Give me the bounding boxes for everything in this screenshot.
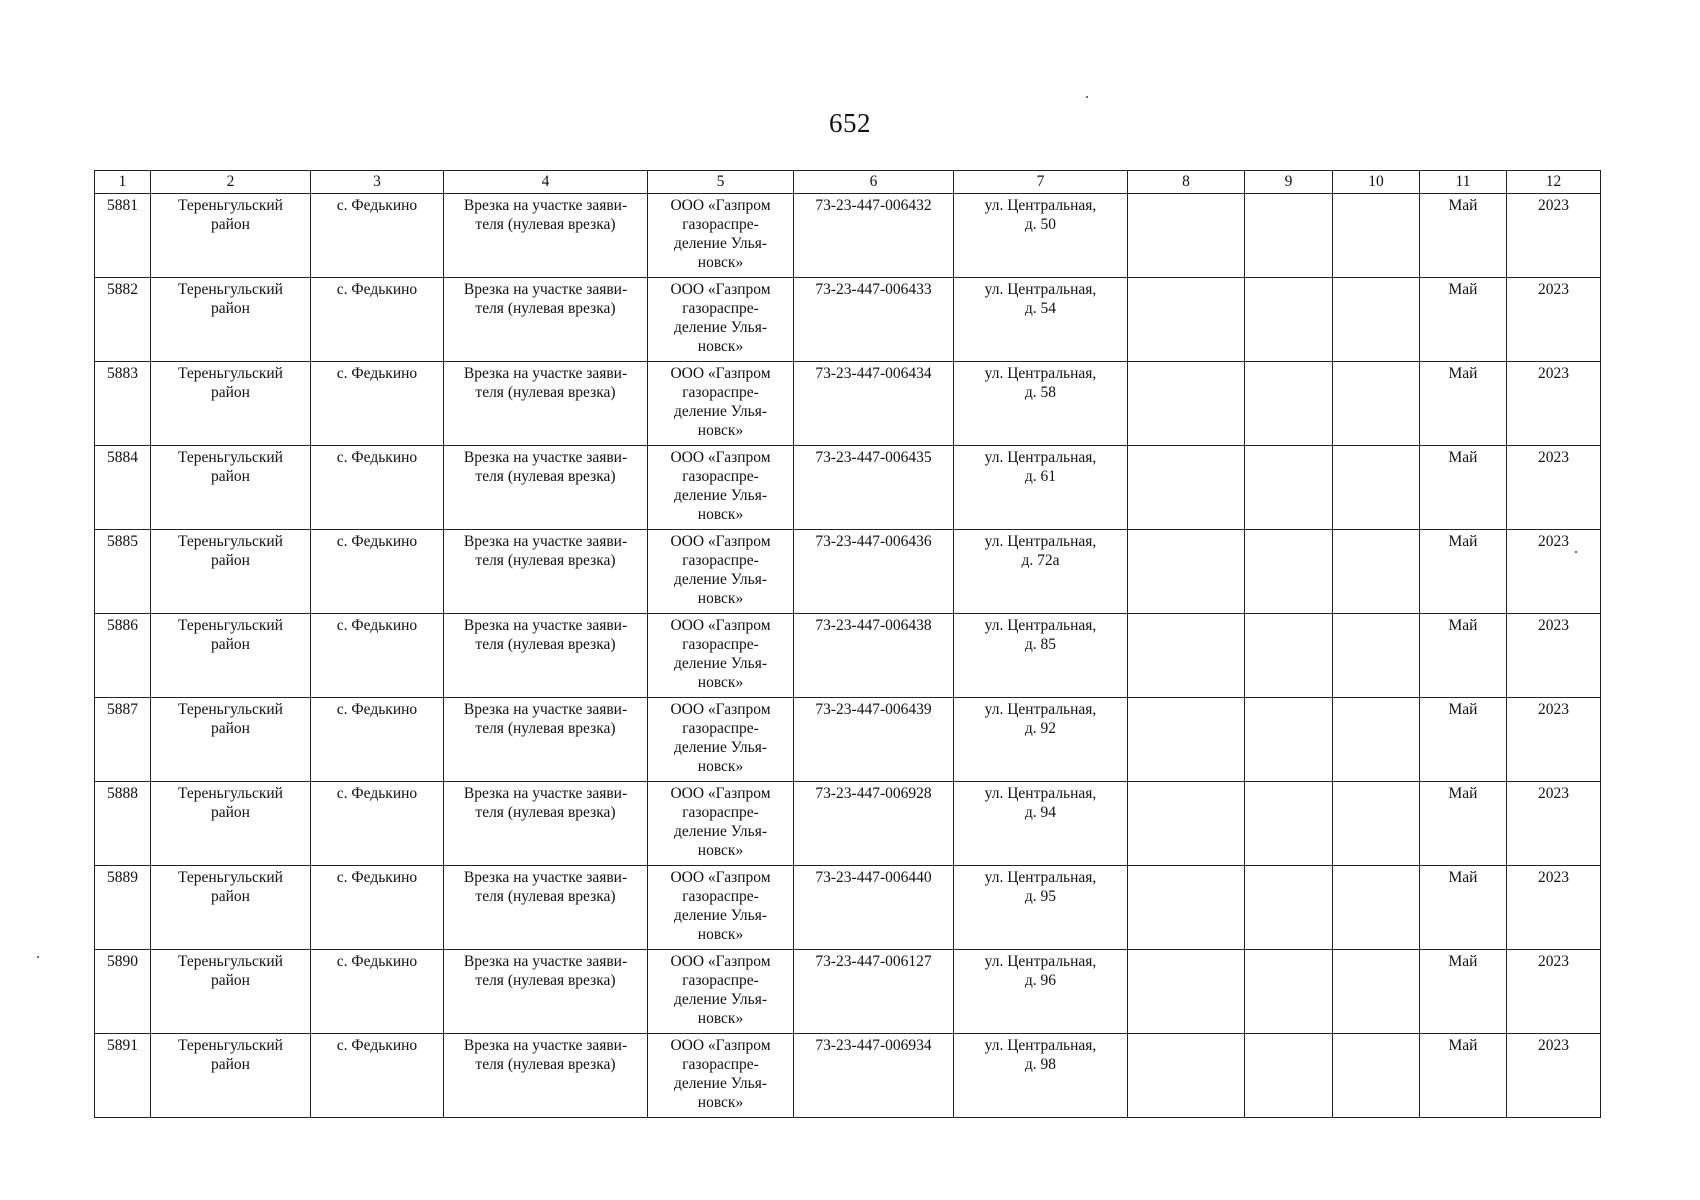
work-type-text: Врезка на участке заяви- теля (нулевая врезка): [463, 617, 628, 653]
column-header-12: 12: [1507, 171, 1601, 194]
cell-object-code: [794, 530, 954, 614]
cell-col-8: [1128, 614, 1245, 698]
table-row: [95, 362, 1601, 446]
operator-text: ООО «Газпром газораспре- деление Улья- новск»: [670, 281, 771, 355]
cell-year: [1507, 194, 1601, 278]
row-number-text: 5890: [107, 953, 138, 970]
cell-operator: [648, 866, 794, 950]
column-header-9: 9: [1245, 171, 1333, 194]
year-text: 2023: [1538, 953, 1569, 970]
operator-text: ООО «Газпром газораспре- деление Улья- новск»: [670, 869, 771, 943]
cell-month: [1420, 530, 1507, 614]
operator-text: ООО «Газпром газораспре- деление Улья- новск»: [670, 701, 771, 775]
cell-col-10: [1333, 950, 1420, 1034]
cell-col-9: [1245, 530, 1333, 614]
settlement-text: с. Федькино: [336, 281, 418, 298]
address-text: ул. Центральная, д. 72а: [984, 533, 1097, 569]
district-text: Тереньгульский район: [178, 365, 283, 401]
operator-text: ООО «Газпром газораспре- деление Улья- новск»: [670, 953, 771, 1027]
cell-settlement: [311, 698, 444, 782]
cell-row-number: [95, 614, 151, 698]
month-text: Май: [1448, 617, 1478, 634]
object-code-text: 73-23-447-006432: [815, 197, 932, 214]
row-number-text: 5881: [107, 197, 138, 214]
object-code-text: 73-23-447-006439: [815, 701, 932, 718]
object-code-text: 73-23-447-006934: [815, 1037, 932, 1054]
table-row: [95, 782, 1601, 866]
cell-col-10: [1333, 866, 1420, 950]
registry-table: [94, 170, 1601, 1118]
month-text: Май: [1448, 701, 1478, 718]
cell-year: [1507, 698, 1601, 782]
table-row: [95, 698, 1601, 782]
cell-district: [151, 698, 311, 782]
work-type-text: Врезка на участке заяви- теля (нулевая врезка): [463, 869, 628, 905]
row-number-text: 5888: [107, 785, 138, 802]
year-text: 2023: [1538, 533, 1569, 550]
cell-col-9: [1245, 698, 1333, 782]
cell-address: [954, 782, 1128, 866]
year-text: 2023: [1538, 1037, 1569, 1054]
cell-settlement: [311, 194, 444, 278]
row-number-text: 5885: [107, 533, 138, 550]
scan-speck: [37, 956, 39, 958]
cell-col-8: [1128, 530, 1245, 614]
column-header-7: 7: [954, 171, 1128, 194]
work-type-text: Врезка на участке заяви- теля (нулевая врезка): [463, 785, 628, 821]
cell-work-type: [444, 866, 648, 950]
cell-month: [1420, 194, 1507, 278]
cell-work-type: [444, 782, 648, 866]
object-code-text: 73-23-447-006435: [815, 449, 932, 466]
district-text: Тереньгульский район: [178, 449, 283, 485]
settlement-text: с. Федькино: [336, 1037, 418, 1054]
month-text: Май: [1448, 197, 1478, 214]
work-type-text: Врезка на участке заяви- теля (нулевая врезка): [463, 533, 628, 569]
address-text: ул. Центральная, д. 50: [984, 197, 1097, 233]
cell-operator: [648, 278, 794, 362]
cell-col-10: [1333, 614, 1420, 698]
cell-row-number: [95, 530, 151, 614]
cell-address: [954, 866, 1128, 950]
row-number-text: 5887: [107, 701, 138, 718]
cell-operator: [648, 446, 794, 530]
cell-row-number: [95, 782, 151, 866]
cell-district: [151, 278, 311, 362]
object-code-text: 73-23-447-006436: [815, 533, 932, 550]
cell-operator: [648, 698, 794, 782]
cell-operator: [648, 950, 794, 1034]
month-text: Май: [1448, 281, 1478, 298]
cell-col-8: [1128, 782, 1245, 866]
settlement-text: с. Федькино: [336, 617, 418, 634]
cell-object-code: [794, 866, 954, 950]
cell-col-8: [1128, 194, 1245, 278]
cell-col-9: [1245, 950, 1333, 1034]
address-text: ул. Центральная, д. 58: [984, 365, 1097, 401]
cell-work-type: [444, 614, 648, 698]
column-header-5: 5: [648, 171, 794, 194]
cell-year: [1507, 866, 1601, 950]
column-header-11: 11: [1420, 171, 1507, 194]
month-text: Май: [1448, 869, 1478, 886]
month-text: Май: [1448, 533, 1478, 550]
cell-year: [1507, 278, 1601, 362]
cell-settlement: [311, 362, 444, 446]
cell-col-8: [1128, 950, 1245, 1034]
settlement-text: с. Федькино: [336, 869, 418, 886]
cell-year: [1507, 446, 1601, 530]
table-row: [95, 530, 1601, 614]
cell-col-8: [1128, 278, 1245, 362]
row-number-text: 5883: [107, 365, 138, 382]
cell-address: [954, 1034, 1128, 1118]
work-type-text: Врезка на участке заяви- теля (нулевая врезка): [463, 197, 628, 233]
work-type-text: Врезка на участке заяви- теля (нулевая врезка): [463, 1037, 628, 1073]
column-header-6: 6: [794, 171, 954, 194]
settlement-text: с. Федькино: [336, 785, 418, 802]
cell-settlement: [311, 1034, 444, 1118]
cell-col-9: [1245, 782, 1333, 866]
address-text: ул. Центральная, д. 98: [984, 1037, 1097, 1073]
address-text: ул. Центральная, д. 96: [984, 953, 1097, 989]
year-text: 2023: [1538, 869, 1569, 886]
table-body: [95, 194, 1601, 1118]
scan-speck: [1086, 96, 1088, 98]
cell-operator: [648, 614, 794, 698]
operator-text: ООО «Газпром газораспре- деление Улья- новск»: [670, 365, 771, 439]
row-number-text: 5882: [107, 281, 138, 298]
cell-col-10: [1333, 698, 1420, 782]
month-text: Май: [1448, 785, 1478, 802]
cell-work-type: [444, 362, 648, 446]
work-type-text: Врезка на участке заяви- теля (нулевая врезка): [463, 701, 628, 737]
operator-text: ООО «Газпром газораспре- деление Улья- новск»: [670, 617, 771, 691]
cell-operator: [648, 782, 794, 866]
cell-col-8: [1128, 698, 1245, 782]
settlement-text: с. Федькино: [336, 197, 418, 214]
cell-year: [1507, 950, 1601, 1034]
page-number: 652: [829, 108, 871, 138]
cell-settlement: [311, 614, 444, 698]
cell-col-9: [1245, 866, 1333, 950]
cell-settlement: [311, 530, 444, 614]
district-text: Тереньгульский район: [178, 533, 283, 569]
district-text: Тереньгульский район: [178, 281, 283, 317]
cell-work-type: [444, 950, 648, 1034]
cell-row-number: [95, 698, 151, 782]
cell-settlement: [311, 782, 444, 866]
year-text: 2023: [1538, 617, 1569, 634]
district-text: Тереньгульский район: [178, 953, 283, 989]
cell-month: [1420, 866, 1507, 950]
cell-col-9: [1245, 614, 1333, 698]
cell-year: [1507, 782, 1601, 866]
cell-object-code: [794, 278, 954, 362]
cell-month: [1420, 1034, 1507, 1118]
object-code-text: 73-23-447-006438: [815, 617, 932, 634]
cell-col-10: [1333, 446, 1420, 530]
operator-text: ООО «Газпром газораспре- деление Улья- новск»: [670, 1037, 771, 1111]
row-number-text: 5886: [107, 617, 138, 634]
column-header-8: 8: [1128, 171, 1245, 194]
cell-row-number: [95, 1034, 151, 1118]
table-row: [95, 614, 1601, 698]
cell-settlement: [311, 278, 444, 362]
year-text: 2023: [1538, 449, 1569, 466]
cell-col-9: [1245, 1034, 1333, 1118]
cell-operator: [648, 530, 794, 614]
cell-address: [954, 614, 1128, 698]
cell-address: [954, 950, 1128, 1034]
cell-object-code: [794, 614, 954, 698]
cell-year: [1507, 530, 1601, 614]
cell-address: [954, 698, 1128, 782]
object-code-text: 73-23-447-006928: [815, 785, 932, 802]
cell-settlement: [311, 446, 444, 530]
district-text: Тереньгульский район: [178, 1037, 283, 1073]
cell-year: [1507, 362, 1601, 446]
cell-object-code: [794, 950, 954, 1034]
cell-district: [151, 530, 311, 614]
district-text: Тереньгульский район: [178, 785, 283, 821]
cell-row-number: [95, 446, 151, 530]
cell-address: [954, 446, 1128, 530]
cell-row-number: [95, 950, 151, 1034]
object-code-text: 73-23-447-006434: [815, 365, 932, 382]
cell-col-10: [1333, 194, 1420, 278]
cell-address: [954, 362, 1128, 446]
work-type-text: Врезка на участке заяви- теля (нулевая врезка): [463, 449, 628, 485]
cell-district: [151, 866, 311, 950]
cell-district: [151, 782, 311, 866]
cell-col-9: [1245, 278, 1333, 362]
cell-object-code: [794, 782, 954, 866]
cell-month: [1420, 614, 1507, 698]
row-number-text: 5891: [107, 1037, 138, 1054]
cell-object-code: [794, 446, 954, 530]
month-text: Май: [1448, 953, 1478, 970]
district-text: Тереньгульский район: [178, 701, 283, 737]
cell-col-9: [1245, 194, 1333, 278]
cell-col-8: [1128, 866, 1245, 950]
table-row: [95, 866, 1601, 950]
row-number-text: 5884: [107, 449, 138, 466]
table-row: [95, 446, 1601, 530]
object-code-text: 73-23-447-006440: [815, 869, 932, 886]
column-header-4: 4: [444, 171, 648, 194]
cell-year: [1507, 1034, 1601, 1118]
cell-month: [1420, 950, 1507, 1034]
table-row: [95, 278, 1601, 362]
year-text: 2023: [1538, 197, 1569, 214]
month-text: Май: [1448, 1037, 1478, 1054]
cell-object-code: [794, 194, 954, 278]
month-text: Май: [1448, 449, 1478, 466]
cell-col-10: [1333, 530, 1420, 614]
address-text: ул. Центральная, д. 92: [984, 701, 1097, 737]
object-code-text: 73-23-447-006127: [815, 953, 932, 970]
address-text: ул. Центральная, д. 95: [984, 869, 1097, 905]
cell-col-10: [1333, 1034, 1420, 1118]
settlement-text: с. Федькино: [336, 533, 418, 550]
cell-district: [151, 614, 311, 698]
cell-col-10: [1333, 782, 1420, 866]
cell-operator: [648, 362, 794, 446]
column-header-2: 2: [151, 171, 311, 194]
year-text: 2023: [1538, 365, 1569, 382]
settlement-text: с. Федькино: [336, 953, 418, 970]
cell-work-type: [444, 698, 648, 782]
cell-district: [151, 446, 311, 530]
cell-row-number: [95, 362, 151, 446]
cell-col-10: [1333, 362, 1420, 446]
work-type-text: Врезка на участке заяви- теля (нулевая врезка): [463, 953, 628, 989]
cell-work-type: [444, 278, 648, 362]
table-row: [95, 950, 1601, 1034]
year-text: 2023: [1538, 785, 1569, 802]
cell-address: [954, 278, 1128, 362]
cell-col-9: [1245, 362, 1333, 446]
row-number-text: 5889: [107, 869, 138, 886]
cell-col-8: [1128, 1034, 1245, 1118]
work-type-text: Врезка на участке заяви- теля (нулевая врезка): [463, 365, 628, 401]
cell-month: [1420, 446, 1507, 530]
cell-month: [1420, 362, 1507, 446]
settlement-text: с. Федькино: [336, 365, 418, 382]
cell-month: [1420, 698, 1507, 782]
cell-col-8: [1128, 446, 1245, 530]
object-code-text: 73-23-447-006433: [815, 281, 932, 298]
operator-text: ООО «Газпром газораспре- деление Улья- новск»: [670, 197, 771, 271]
cell-settlement: [311, 950, 444, 1034]
cell-month: [1420, 278, 1507, 362]
address-text: ул. Центральная, д. 61: [984, 449, 1097, 485]
column-header-3: 3: [311, 171, 444, 194]
cell-row-number: [95, 278, 151, 362]
cell-district: [151, 362, 311, 446]
cell-district: [151, 950, 311, 1034]
cell-year: [1507, 614, 1601, 698]
table-row: [95, 194, 1601, 278]
cell-month: [1420, 782, 1507, 866]
cell-work-type: [444, 446, 648, 530]
address-text: ул. Центральная, д. 85: [984, 617, 1097, 653]
cell-col-10: [1333, 278, 1420, 362]
cell-operator: [648, 1034, 794, 1118]
cell-row-number: [95, 194, 151, 278]
cell-col-8: [1128, 362, 1245, 446]
district-text: Тереньгульский район: [178, 197, 283, 233]
cell-operator: [648, 194, 794, 278]
cell-work-type: [444, 194, 648, 278]
column-header-1: 1: [95, 171, 151, 194]
operator-text: ООО «Газпром газораспре- деление Улья- новск»: [670, 785, 771, 859]
cell-work-type: [444, 1034, 648, 1118]
cell-settlement: [311, 866, 444, 950]
cell-row-number: [95, 866, 151, 950]
cell-object-code: [794, 362, 954, 446]
cell-object-code: [794, 1034, 954, 1118]
month-text: Май: [1448, 365, 1478, 382]
work-type-text: Врезка на участке заяви- теля (нулевая врезка): [463, 281, 628, 317]
cell-object-code: [794, 698, 954, 782]
cell-work-type: [444, 530, 648, 614]
address-text: ул. Центральная, д. 54: [984, 281, 1097, 317]
table-row: [95, 1034, 1601, 1118]
year-text: 2023: [1538, 281, 1569, 298]
header-row: [95, 171, 1601, 194]
cell-col-9: [1245, 446, 1333, 530]
cell-address: [954, 530, 1128, 614]
district-text: Тереньгульский район: [178, 617, 283, 653]
cell-address: [954, 194, 1128, 278]
settlement-text: с. Федькино: [336, 449, 418, 466]
year-text: 2023: [1538, 701, 1569, 718]
settlement-text: с. Федькино: [336, 701, 418, 718]
operator-text: ООО «Газпром газораспре- деление Улья- новск»: [670, 449, 771, 523]
cell-district: [151, 194, 311, 278]
cell-district: [151, 1034, 311, 1118]
operator-text: ООО «Газпром газораспре- деление Улья- новск»: [670, 533, 771, 607]
district-text: Тереньгульский район: [178, 869, 283, 905]
column-header-10: 10: [1333, 171, 1420, 194]
address-text: ул. Центральная, д. 94: [984, 785, 1097, 821]
